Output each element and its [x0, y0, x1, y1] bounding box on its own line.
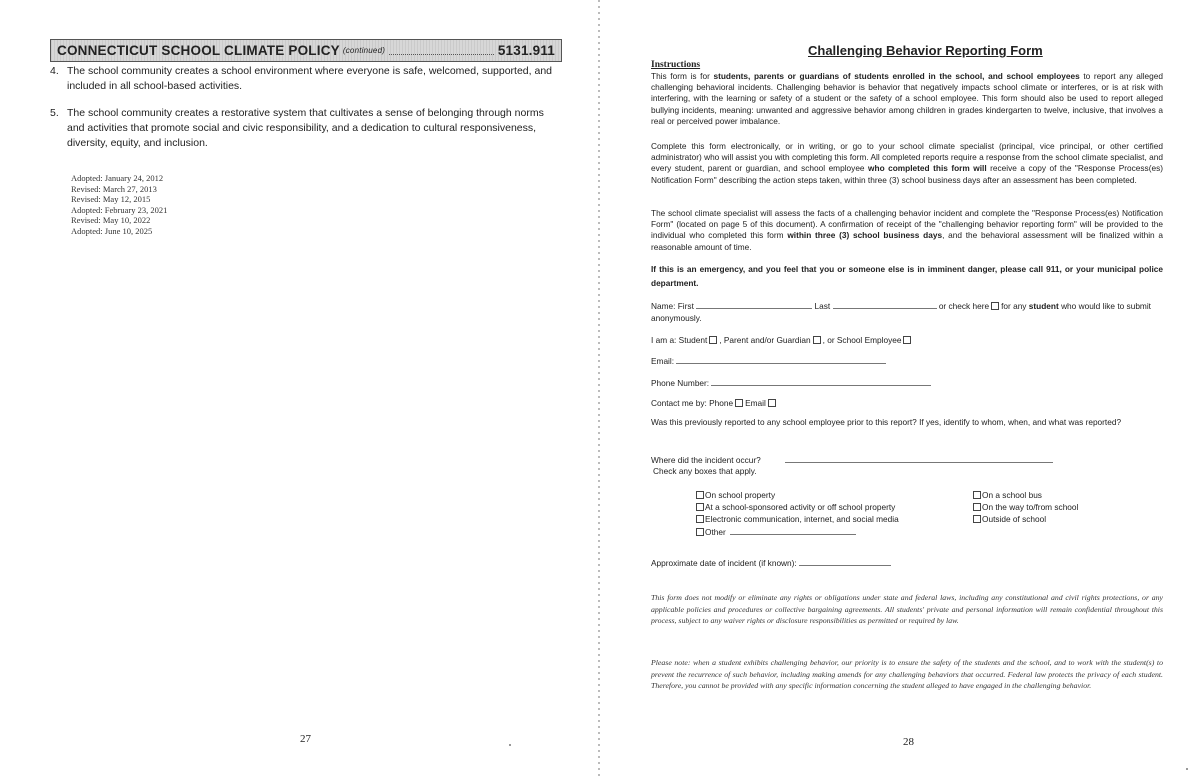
left-page — [0, 0, 598, 776]
text-run: The school climate specialist will assess the facts of a challenging behavior incident and complete the "Response Process(es) Notification Form" (located on page 5 of this document). A confirmation of receipt of the "challenging behavior reporting form" will be provided to the individual who completed this form — [651, 208, 1163, 241]
location-option[interactable] — [973, 514, 1046, 524]
date-label: Approximate date of incident (if known): — [651, 558, 797, 568]
student-checkbox[interactable] — [709, 336, 717, 344]
item-text: The school community creates a school environment where everyone is safe, welcomed, supported, and included in all school-based activities. — [67, 65, 552, 92]
history-line: Revised: May 12, 2015 — [71, 194, 151, 204]
previous-report-question: Was this previously reported to any school employee prior to this report? If yes, identify to whom, when, and what was reported? — [651, 417, 1122, 427]
contact-line — [651, 398, 778, 408]
history-line: Adopted: June 10, 2025 — [71, 225, 153, 236]
text-run: , and the behavioral assessment will be finalized within a reasonable amount of time. — [651, 230, 1164, 252]
rights-disclaimer: This form does not modify or eliminate any rights or obligations under state and federal laws, including any constitutional and civil rights protections, or any applicable policies and procedures or collective bargaining agreements. All students' private and personal information will remain confidential throughout this process, subject to any waiver rights or disclosure responsibilities as permitted or required by law. — [651, 593, 1163, 625]
text-run-bold: who completed this form will — [868, 163, 987, 174]
check-any-label: Check any boxes that apply. — [653, 466, 757, 476]
text-run-bold: students, parents or guardians of students enrolled in the school, and school employees — [713, 71, 1080, 81]
anonymous-checkbox[interactable] — [991, 302, 999, 310]
contact-email-checkbox[interactable] — [768, 399, 776, 407]
location-option[interactable] — [973, 490, 1042, 500]
policy-header-banner — [50, 39, 562, 62]
location-label: Other — [705, 527, 726, 537]
where-label: Where did the incident occur? — [651, 455, 761, 465]
text-run: Complete this form electronically, or in writing, or go to your school climate specialist (principal, vice principal, or other certified administrator) who will assist you with completing this form. All completed reports require a response from the school climate specialist, and every student, parent or guardian, and school employee — [651, 141, 1163, 174]
where-line — [651, 454, 1053, 465]
page-number: 28 — [903, 736, 914, 748]
where-field[interactable] — [785, 454, 1053, 463]
date-line — [651, 557, 891, 568]
name-last-label: Last — [814, 301, 831, 311]
policy-item — [50, 64, 560, 94]
policy-continued: (continued) — [342, 46, 386, 55]
instructions-paragraph-3 — [651, 208, 1163, 253]
instructions-paragraph-1 — [651, 71, 1163, 127]
date-field[interactable] — [799, 557, 891, 566]
location-label: On school property — [705, 490, 776, 500]
employee-checkbox[interactable] — [903, 336, 911, 344]
location-label: Electronic communication, internet, and social media — [705, 514, 899, 524]
role-label: , or School Employee — [822, 335, 902, 345]
location-checkbox[interactable] — [696, 491, 704, 499]
policy-items — [50, 64, 560, 163]
policy-item — [50, 106, 560, 151]
page-number: 27 — [300, 733, 311, 745]
text-run: receive a copy of the "Response Process(es) Notification Form" describing the action steps taken, within three (3) school business days after an assessment has been completed. — [651, 163, 1163, 185]
anonymous-label-bold: student — [1028, 301, 1059, 311]
leader-dots — [389, 46, 494, 55]
location-checkbox[interactable] — [696, 503, 704, 511]
last-name-field[interactable] — [833, 300, 937, 309]
instructions-heading: Instructions — [651, 60, 701, 70]
history-line: Adopted: January 24, 2012 — [71, 173, 164, 183]
name-first-label: Name: First — [651, 301, 694, 311]
first-name-field[interactable] — [696, 300, 812, 309]
phone-label: Phone Number: — [651, 378, 710, 388]
item-number: 5. — [50, 107, 59, 119]
email-label: Email: — [651, 356, 675, 366]
scan-speck — [509, 744, 511, 746]
role-label: I am a: Student — [651, 335, 708, 345]
anonymous-label: for any — [1001, 301, 1027, 311]
contact-label: Contact me by: Phone — [651, 398, 734, 408]
text-run-bold: within three (3) school business days — [787, 230, 943, 241]
role-label: , Parent and/or Guardian — [719, 335, 811, 345]
location-option[interactable] — [696, 514, 899, 524]
location-label: On the way to/from school — [982, 502, 1079, 512]
name-line — [651, 300, 1163, 324]
page-gutter — [598, 0, 600, 776]
email-field[interactable] — [676, 355, 886, 364]
scan-speck — [1186, 768, 1188, 770]
item-number: 4. — [50, 65, 59, 77]
instructions-paragraph-2 — [651, 141, 1163, 186]
location-checkbox[interactable] — [973, 515, 981, 523]
location-checkbox[interactable] — [696, 515, 704, 523]
phone-field[interactable] — [711, 377, 931, 386]
location-option[interactable] — [973, 502, 1078, 512]
location-option[interactable] — [696, 502, 895, 512]
other-location-field[interactable] — [730, 526, 856, 535]
location-checkbox[interactable] — [696, 528, 704, 536]
privacy-note: Please note: when a student exhibits challenging behavior, our priority is to ensure the safety of the students and the school, and to work with the student(s) to prevent the recurrence of such behavior, including making amends for any challenging behaviors that occurred. Federal law protects the privacy of each student. Therefore, you cannot be provided with any specific information concerning the student alleged to have engaged in the challenging behavior. — [651, 658, 1163, 690]
location-option[interactable] — [696, 490, 775, 500]
policy-code: 5131.911 — [497, 43, 555, 58]
form-title: Challenging Behavior Reporting Form — [808, 43, 1043, 58]
location-option[interactable] — [696, 526, 856, 537]
emergency-notice: If this is an emergency, and you feel that you or someone else is in imminent danger, please call 911, or your municipal police department. — [651, 264, 1163, 288]
item-text: The school community creates a restorative system that cultivates a sense of belonging through norms and activities that promote social and civic responsibility, and a dedication to cultural responsiveness, diversity, equity, and inclusion. — [67, 107, 544, 149]
contact-phone-checkbox[interactable] — [735, 399, 743, 407]
location-checkbox[interactable] — [973, 491, 981, 499]
location-label: On a school bus — [982, 490, 1042, 500]
location-label: Outside of school — [982, 514, 1047, 524]
contact-label: Email — [745, 398, 766, 408]
parent-checkbox[interactable] — [813, 336, 821, 344]
anonymous-label: who would like to submit anonymously. — [651, 301, 1151, 323]
adoption-history — [71, 173, 167, 236]
history-line: Revised: March 27, 2013 — [71, 183, 157, 194]
email-line — [651, 355, 886, 366]
role-line — [651, 335, 913, 345]
phone-line — [651, 377, 931, 388]
location-checkbox[interactable] — [973, 503, 981, 511]
location-label: At a school-sponsored activity or off school property — [705, 502, 896, 512]
text-run: This form is for — [651, 71, 714, 81]
anonymous-label: or check here — [938, 301, 990, 311]
history-line: Adopted: February 23, 2021 — [71, 204, 168, 215]
history-line: Revised: May 10, 2022 — [71, 215, 151, 225]
policy-title: CONNECTICUT SCHOOL CLIMATE POLICY — [57, 43, 340, 58]
text-run: to report any alleged challenging behavioral incidents. Challenging behavior is behavior that negatively impacts school climate or interferes, or is at risk with interfering, with the learning or safety of a student or the safety of a school employee. This form should also be used to report alleged bullying incidents, meaning: unwanted and aggressive behavior among children in grades kindergarten to twelve, inclusive, that involves a real or perceived power imbalance. — [651, 71, 1163, 126]
